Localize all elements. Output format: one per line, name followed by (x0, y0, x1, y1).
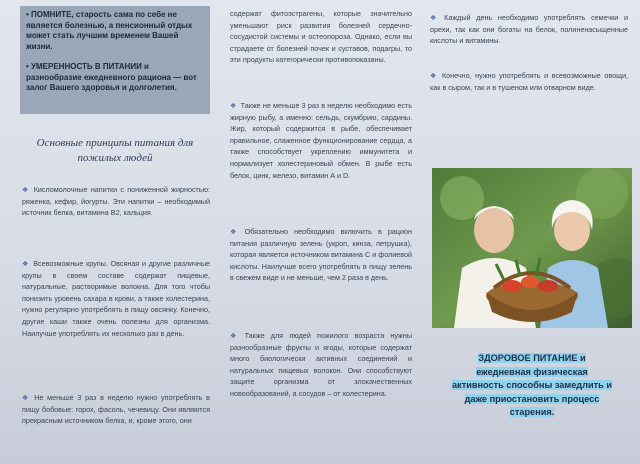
section-heading: Основные принципы питания для пожилых людей (36, 137, 194, 164)
closing-line-5: старения. (509, 407, 555, 418)
photo-illustration (432, 168, 632, 328)
closing-line-4: даже приостановить процесс (464, 393, 600, 404)
column-left (8, 0, 213, 464)
paragraph-vegetables: ❖ Конечно, нужно употреблять и всевозможные овощи, как в сыром, так и в тушеном или отварном виде. (430, 71, 628, 92)
reminder-line-1: • ПОМНИТЕ, старость сама по себе не является болезнью, а пенсионный отдых может стать лучшим временем Вашей жизни. (26, 10, 193, 51)
bullet-diamond-icon: ❖ (230, 227, 241, 236)
bullet-diamond-icon: ❖ (230, 101, 237, 110)
column-middle (222, 0, 418, 464)
bullet-diamond-icon: ❖ (22, 393, 31, 402)
paragraph-nuts: ❖ Каждый день необходимо употреблять семечки и орехи, так как они богаты на белок, полиненасыщенные кислоты и витамины. (430, 13, 628, 46)
closing-line-3: активность способны замедлить и (452, 380, 612, 391)
bullet-diamond-icon: ❖ (430, 13, 441, 22)
paragraph-fish: ❖ Также не меньше 3 раз в неделю необходимо есть жирную рыбу, а именно: сельдь, скумбрию, сардины. Жир, который содержится в рыбе, обеспечивает правильное, слаженное функционирование сердца, а также способствует укреплению иммунитета и нормализует холестериновый обмен. В рыбе есть белок, цинк, железо, витамин А и D. (230, 101, 412, 180)
closing-line-1: ЗДОРОВОЕ ПИТАНИЕ и (478, 353, 586, 363)
reminder-line-2: • УМЕРЕННОСТЬ В ПИТАНИИ и разнообразие ежедневного рациона — вот залог Вашего здоровья и долголетия. (26, 62, 197, 92)
bullet-diamond-icon: ❖ (22, 259, 30, 268)
paragraph-greens: ❖ Обязательно необходимо включить в рацион питания различную зелень (укроп, кинза, петрушка), которая является источником витамина С и фолиевой кислоты. Наилучше всего употреблять в пищу зелень в свежем виде и не меньше, чем 2 раза в день. (230, 227, 412, 283)
bullet-diamond-icon: ❖ (430, 71, 438, 80)
paragraph-legumes-cont: содержат фитоэстрагены, которые значительно уменьшают риск развития болезней сердечно-сосудистой системы и остеопороза. Однако, если вы страдаете от болезней почек и суставов, подагры, то эти продукты категорически противопоказаны. (230, 9, 412, 65)
paragraph-dairy: ❖ Кисломолочные напитки с пониженной жирностью: ряженка, кефир, йогурты. Эти напитки – необходимый источник белка, витамина В2, кальция. (22, 185, 210, 218)
closing-line-2: ежедневная физическая (476, 366, 588, 377)
paragraph-grains: ❖ Всевозможные крупы. Овсяная и другие различные крупы в своем составе содержат пищевые, натуральные, растворимые волокна. Для того чтобы понизить уровень сахара в крови, а также холестерина, нужно регулярно употреблять в пищу овсянку. Конечно, другие каши также очень полезны для организма. Наилучше употреблять их несколько раз в день. (22, 259, 210, 338)
bullet-diamond-icon: ❖ (230, 331, 241, 340)
paragraph-legumes: ❖ Не меньше 3 раз в неделю нужно употреблять в пищу бобовые: горох, фасоль, чечевицу. Они являются прекрасным источником белка, и, кроме этого, они (22, 393, 210, 426)
elderly-couple-photo (432, 168, 632, 328)
closing-message (440, 352, 624, 420)
paragraph-fruits: ❖ Также для людей пожилого возраста нужны разнообразные фрукты и ягоды, которые содержат много биологически активных соединений и натуральных пищевых волокон. Они способствуют защите организма от злокачественных новообразований, а сосудов – от холестерина. (230, 331, 412, 398)
bullet-diamond-icon: ❖ (22, 185, 30, 194)
